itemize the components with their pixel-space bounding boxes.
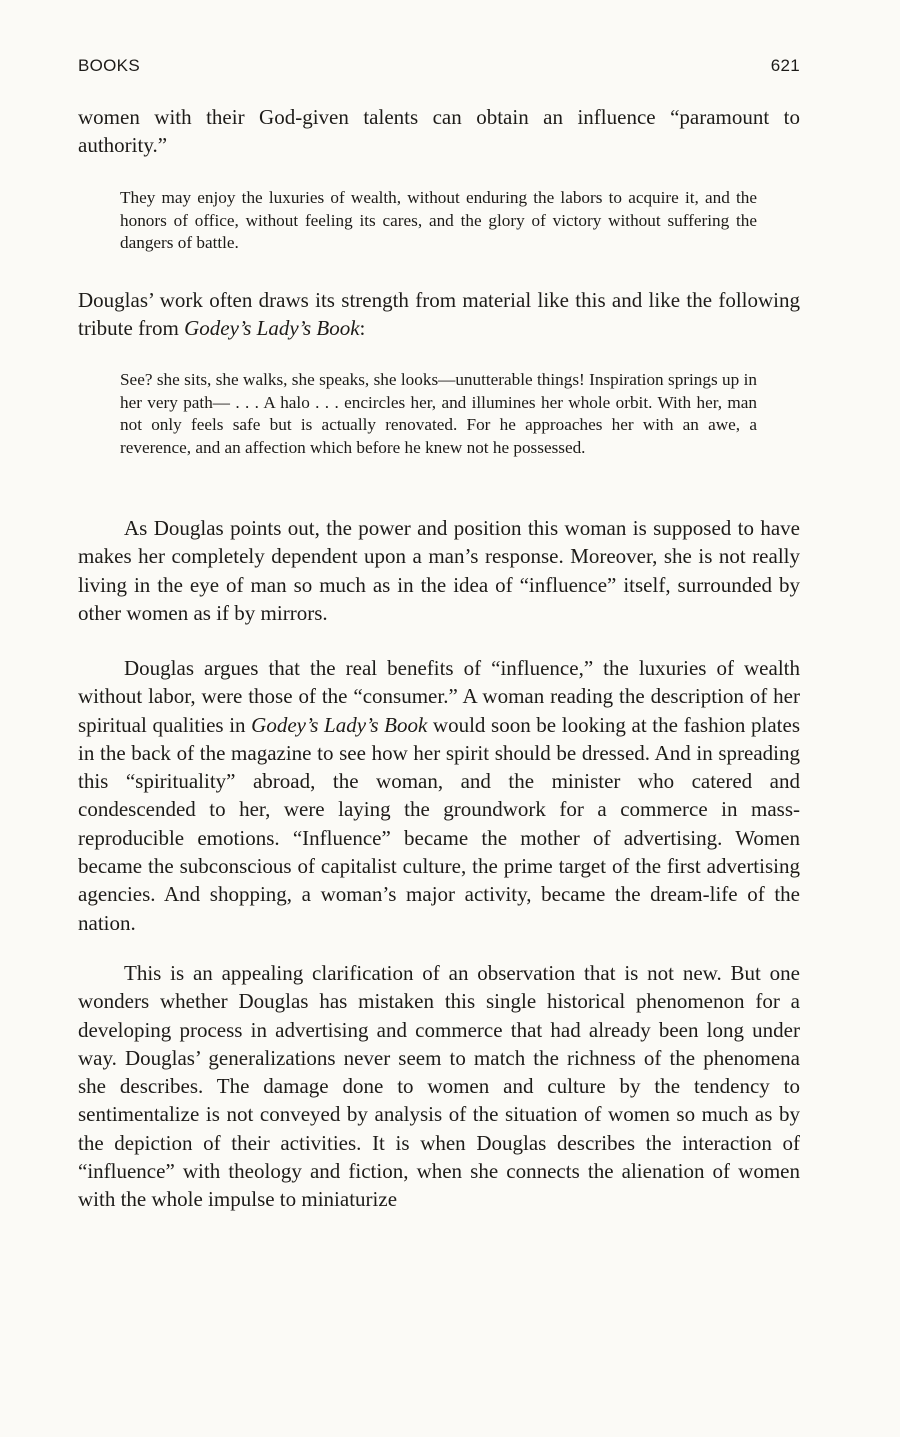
paragraph-2 bbox=[78, 286, 800, 343]
paragraph-5: This is an appealing clarification of an observation that is not new. But one wonders whether Douglas has mistaken this single historical phenomenon for a developing process in advertising and commerce that had already been long under way. Douglas’ generalizations never seem to match the richness of the phenomena she describes. The damage done to women and culture by the tendency to sentimentalize is not conveyed by analysis of the situation of women so much as by the depiction of their activities. It is when Douglas describes the interaction of “influence” with theology and fiction, when she connects the alienation of women with the whole impulse to miniaturize bbox=[78, 961, 800, 1212]
running-head bbox=[78, 56, 800, 80]
paragraph-2-end: : bbox=[359, 316, 366, 341]
paragraph-2-text: Douglas’ work often draws its strength from material like this and like the following tribute from bbox=[78, 288, 800, 341]
book-title-godeys: Godey’s Lady’s Book bbox=[184, 316, 360, 341]
page-number: 621 bbox=[770, 56, 800, 75]
book-title-godeys-2: Godey’s Lady’s Book bbox=[251, 712, 428, 737]
block-quote-1: They may enjoy the luxuries of wealth, without enduring the labors to acquire it, and the honors of office, without feeling its cares, and the glory of victory without suffering the dangers of battle. bbox=[120, 188, 757, 253]
paragraph-4-text: Douglas argues that the real benefits of “influence,” the luxuries of wealth without labor, were those of the “consumer.” A woman reading the description of her spiritual qualities in bbox=[78, 656, 800, 737]
paragraph-4-rest: would soon be looking at the fashion plates in the back of the magazine to see how her spirit should be dressed. And in spreading this “spirituality” abroad, the woman, and the minister who catered and condescended to her, were laying the groundwork for a commerce in mass-reproducible emotions. “Influence” became the mother of advertising. Women became the subconscious of capitalist culture, the prime target of the first advertising agencies. And shopping, a woman’s major activity, became the dream-life of the nation. bbox=[78, 712, 800, 935]
section-title: BOOKS bbox=[78, 56, 140, 75]
paragraph-4 bbox=[78, 654, 800, 937]
paragraph-continued: women with their God-given talents can obtain an influence “paramount to authority.” bbox=[78, 105, 800, 158]
block-quote-2: See? she sits, she walks, she speaks, she looks—unutterable things! Inspiration springs up in her very path— . . . A halo . . . encircles her, and illumines her whole orbit. With her, man not only feels safe but is actually renovated. For he approaches her with an awe, a reverence, and an affection which before he knew not he possessed. bbox=[120, 370, 757, 457]
paragraph-3: As Douglas points out, the power and position this woman is supposed to have makes her completely dependent upon a man’s response. Moreover, she is not really living in the eye of man so much as in the idea of “influence” itself, surrounded by other women as if by mirrors. bbox=[78, 516, 800, 625]
